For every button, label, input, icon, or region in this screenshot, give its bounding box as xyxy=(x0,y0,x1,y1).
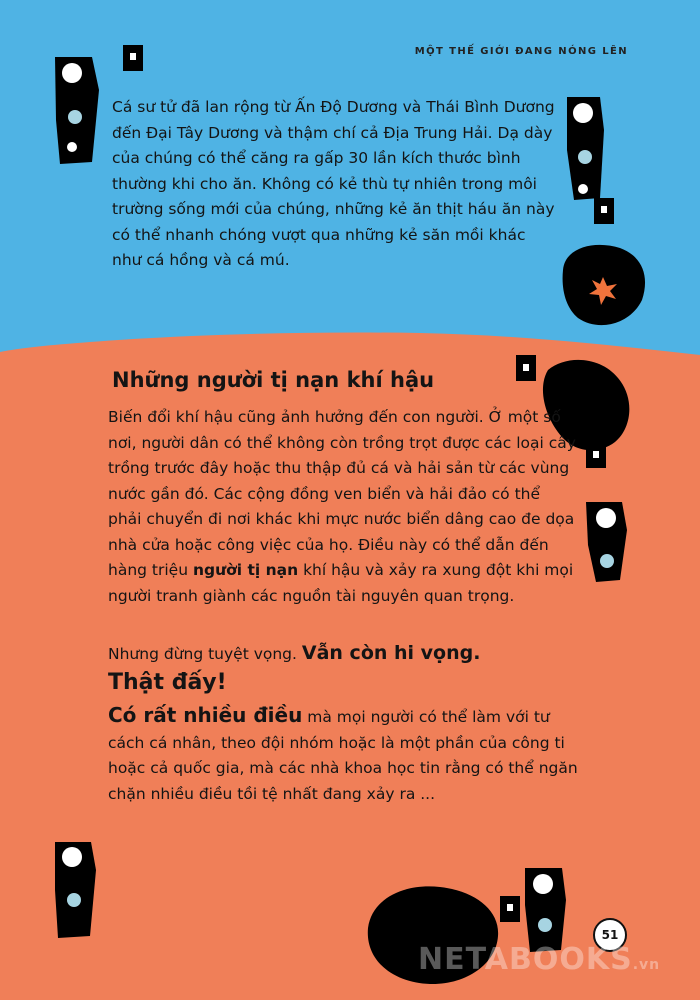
watermark xyxy=(418,942,660,977)
intro-paragraph: Cá sư tử đã lan rộng từ Ấn Độ Dương và Thái Bình Dương đến Đại Tây Dương và thậm chí cả Địa Trung Hải. Dạ dày của chúng có thể căng ra gấp 30 lần kích thước bình thường khi cho ăn. Không có kẻ thù tự nhiên trong môi trường sống mới của chúng, những kẻ ăn thịt háu ăn này có thể nhanh chóng vượt qua những kẻ săn mồi khác như cá hồng và cá mú. xyxy=(112,98,555,269)
many-things-paragraph xyxy=(108,703,578,807)
section-heading: Những người tị nạn khí hậu xyxy=(112,368,435,392)
refugee-text-before: Biến đổi khí hậu cũng ảnh hưởng đến con người. Ở một số nơi, người dân có thể không còn trồng trọt được các loại cây trồng trước đây hoặc thu thập đủ cá và hải sản từ các vùng nước gần đó. Các cộng đồng ven biển và hải đảo có thể phải chuyển đi nơi khác khi mực nước biển dâng cao đe dọa nhà cửa hoặc công việc của họ. Điều này có thể dẫn đến hàng triệu xyxy=(108,408,576,579)
lionfish-eyes-right-top xyxy=(563,97,645,325)
lionfish-eyes-left-bottom xyxy=(55,842,96,938)
refugee-paragraph xyxy=(108,405,578,609)
page-number: 51 xyxy=(593,918,627,952)
watermark-brand: NETABOOKS xyxy=(418,942,633,977)
refugee-bold-term: người tị nạn xyxy=(192,561,299,579)
many-lead: Có rất nhiều điều xyxy=(108,703,303,727)
hope-bold-line: Vẫn còn hi vọng. xyxy=(301,642,481,664)
many-text: mà mọi người có thể làm với tư cách cá nhân, theo đội nhóm hoặc là một phần của công ti hoặc cả quốc gia, mà các nhà khoa học tin rằng có thể ngăn chặn nhiều điều tồi tệ nhất đang xảy ra ... xyxy=(108,708,578,803)
hope-bold-exclaim: Thật đấy! xyxy=(108,669,227,695)
watermark-suffix: .vn xyxy=(632,957,661,973)
hope-text: Nhưng đừng tuyệt vọng. xyxy=(108,645,297,663)
chapter-header: MỘT THẾ GIỚI ĐANG NÓNG LÊN xyxy=(414,46,628,57)
hope-paragraph xyxy=(108,641,578,698)
refugee-text-after: khí hậu và xảy ra xung đột khi mọi người tranh giành các nguồn tài nguyên quan trọng. xyxy=(108,561,574,605)
